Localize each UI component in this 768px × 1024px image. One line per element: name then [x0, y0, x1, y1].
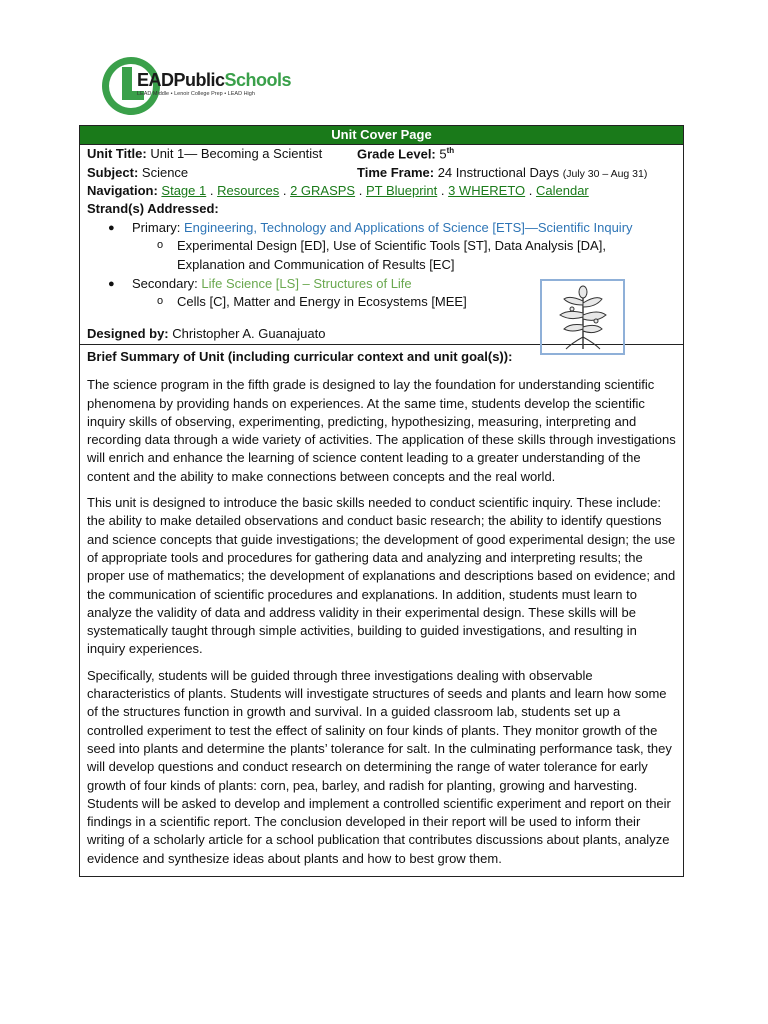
summary-heading: Brief Summary of Unit (including curricular context and unit goal(s)): [87, 349, 513, 364]
unit-cover-document [79, 125, 684, 877]
primary-sub-line-2: Explanation and Communication of Results [EC] [177, 257, 455, 272]
summary-paragraph-1: The science program in the fifth grade is designed to lay the foundation for understanding scientific phenomena by providing hands on experiences. At the same time, students develop the scientific inquiry skills of observing, experimenting, predicting, hypothesizing, measuring, interpreting and recording data through a wide variety of activities. The application of these skills through investigations will enrich and enhance the learning of science content leading to a greater understanding of the content and the ability to make connections between concepts and the real world. [87, 377, 676, 484]
subject-line: Subject: Science [87, 165, 189, 180]
nav-link-pt-blueprint[interactable]: PT Blueprint [365, 183, 438, 198]
strands-heading: Strand(s) Addressed: [87, 201, 219, 216]
grade-level-line: Grade Level: 5th [357, 146, 455, 162]
designed-by-line: Designed by: Christopher A. Guanajuato [87, 326, 326, 341]
circle-bullet-icon: o [157, 295, 164, 307]
logo-tagline: LEAD Middle • Lenoir College Prep • LEAD High [137, 91, 255, 97]
plant-illustration-frame [540, 279, 625, 355]
plant-icon [552, 285, 614, 351]
primary-strand: Primary: Engineering, Technology and Applications of Science [ETS]—Scientific Inquiry [132, 220, 633, 235]
navigation-line: Navigation: Stage 1 . Resources . 2 GRASPS . PT Blueprint . 3 WHERETO . Calendar [87, 183, 589, 198]
unit-summary [80, 348, 683, 876]
bullet-icon: ● [108, 278, 115, 290]
nav-link-whereto[interactable]: 3 WHERETO [448, 183, 526, 198]
logo-wordmark: EADPublicSchools [137, 70, 292, 90]
bullet-icon: ● [108, 222, 115, 234]
nav-link-grasps[interactable]: 2 GRASPS [290, 183, 356, 198]
summary-paragraph-2: This unit is designed to introduce the basic skills needed to conduct scientific inquiry. These include: the ability to make detailed observations and conduct basic research; the ability to identify questions and science concepts that guide investigations; the development of good experimental design; the use of appropriate tools and procedures for gathering data and analyzing and interpreting results; the proper use of mathematics; the development of explanations and descriptions based on evidence; and the communication of scientific procedures and explanations. In addition, students must learn to analyze the validity of data and address validity in their experimental design. These skills will be systematically taught through simple activities, building to guided investigations, and resulting in inquiry experiences. [87, 495, 676, 657]
secondary-sub-line: Cells [C], Matter and Energy in Ecosystems [MEE] [177, 294, 467, 309]
unit-title-line: Unit Title: Unit 1— Becoming a Scientist [87, 146, 323, 161]
nav-link-resources[interactable]: Resources [217, 183, 280, 198]
unit-cover-header: Unit Cover Page [80, 126, 683, 144]
time-frame-line: Time Frame: 24 Instructional Days (July 30 – Aug 31) [357, 165, 648, 180]
secondary-strand: Secondary: Life Science [LS] – Structures of Life [132, 276, 412, 291]
nav-link-calendar[interactable]: Calendar [536, 183, 589, 198]
primary-sub-line-1: Experimental Design [ED], Use of Scientific Tools [ST], Data Analysis [DA], [177, 238, 606, 253]
summary-paragraph-3: Specifically, students will be guided through three investigations dealing with observable characteristics of plants. Students will investigate structures of seeds and plants and learn how some of the structures function in growth and survival. In a guided classroom lab, students set up a controlled experiment to test the effect of salinity on four kinds of plants. They monitor growth of the seed into plants and determine the plants’ tolerance for salt. In the culminating performance task, they will develop questions and conduct research on determining the range of water tolerance for early growth of four kinds of plants: corn, pea, barley, and radish for planting, growing and harvesting. Students will be asked to develop and implement a controlled scientific experiment and report on their findings in a scientific report. The conclusion developed in their report will be used to inform their writing of a scholarly article for a school publication that contributes discussions about plants, analyze evidence and synthesize ideas about plants and how to best grow them. [87, 667, 672, 866]
cover-info [80, 144, 683, 345]
nav-link-stage-1[interactable]: Stage 1 [161, 183, 207, 198]
circle-bullet-icon: o [157, 239, 164, 251]
